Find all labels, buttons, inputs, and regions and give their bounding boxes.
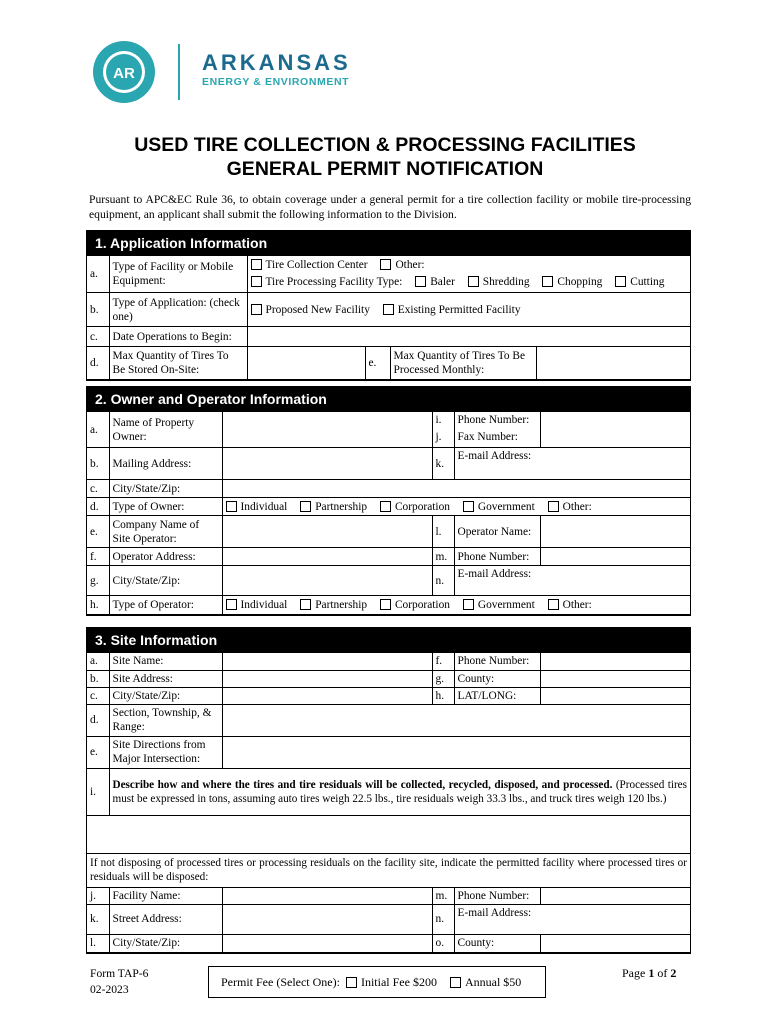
- option-label: Individual: [240, 599, 288, 611]
- item-letter: m.: [432, 548, 454, 566]
- item-letter: o.: [432, 934, 454, 952]
- item-letter: n.: [432, 566, 454, 596]
- site-address-input[interactable]: [222, 670, 432, 687]
- field-label: Site Directions from Major Intersection:: [109, 736, 222, 768]
- item-letter: m.: [432, 887, 454, 904]
- field-label: LAT/LONG:: [454, 687, 540, 704]
- checkbox-shredding[interactable]: [468, 276, 479, 287]
- option-label: Proposed New Facility: [265, 303, 370, 316]
- field-label: City/State/Zip:: [109, 480, 222, 498]
- site-county-input[interactable]: [540, 670, 690, 687]
- facility-county-input[interactable]: [540, 934, 690, 952]
- checkbox-owner-individual[interactable]: [226, 501, 237, 512]
- field-label: Mailing Address:: [109, 448, 222, 480]
- header-divider: [178, 44, 180, 100]
- section-township-range-input[interactable]: [222, 704, 690, 736]
- checkbox-operator-other[interactable]: [548, 599, 559, 610]
- option-label: Other:: [562, 500, 592, 513]
- agency-header: [92, 40, 392, 104]
- owner-phone-fax-input[interactable]: [540, 412, 690, 448]
- operator-phone-input[interactable]: [540, 548, 690, 566]
- option-label: Partnership: [315, 500, 368, 513]
- fee-label: Permit Fee (Select One):: [221, 975, 340, 989]
- checkbox-initial-fee[interactable]: [346, 977, 357, 988]
- fee-initial-label: Initial Fee $200: [360, 975, 437, 989]
- item-letter: i.: [435, 414, 442, 426]
- field-label: Phone Number:: [454, 653, 540, 670]
- field-label: Phone Number:: [457, 414, 530, 426]
- field-label: E-mail Address:: [454, 904, 690, 934]
- item-letter: e.: [87, 736, 109, 768]
- field-label: Site Name:: [109, 653, 222, 670]
- item-letter: c.: [87, 327, 109, 347]
- site-phone-input[interactable]: [540, 653, 690, 670]
- form-id-block: [90, 966, 148, 998]
- item-letter: k.: [432, 448, 454, 480]
- item-letter: k.: [87, 904, 109, 934]
- checkbox-owner-other[interactable]: [548, 501, 559, 512]
- item-letter: h.: [432, 687, 454, 704]
- form-id: Form TAP-6: [90, 967, 149, 980]
- item-letter: i.: [87, 768, 109, 815]
- item-letter: b.: [87, 293, 109, 327]
- option-label: Chopping: [557, 276, 603, 288]
- field-label: Operator Name:: [454, 516, 540, 548]
- checkbox-operator-government[interactable]: [463, 599, 474, 610]
- checkbox-operator-individual[interactable]: [226, 599, 237, 610]
- option-label: Partnership: [315, 599, 368, 611]
- site-latlong-input[interactable]: [540, 687, 690, 704]
- operator-address-input[interactable]: [222, 548, 432, 566]
- checkbox-chopping[interactable]: [542, 276, 553, 287]
- option-label: Tire Processing Facility Type:: [265, 276, 403, 288]
- form-date: 02-2023: [90, 983, 129, 996]
- property-owner-input[interactable]: [222, 412, 432, 448]
- site-name-input[interactable]: [222, 653, 432, 670]
- option-label: Other:: [562, 599, 592, 611]
- item-letter: f.: [432, 653, 454, 670]
- checkbox-owner-corporation[interactable]: [380, 501, 391, 512]
- section-owner-operator: [86, 386, 691, 616]
- option-label: Cutting: [630, 276, 665, 288]
- checkbox-tire-processing[interactable]: [251, 276, 262, 287]
- field-label: City/State/Zip:: [109, 566, 222, 596]
- page-total: 2: [670, 966, 677, 980]
- agency-name: ARKANSAS: [202, 50, 351, 75]
- field-label: Site Address:: [109, 670, 222, 687]
- item-letter: e.: [87, 516, 109, 548]
- field-label: Street Address:: [109, 904, 222, 934]
- option-label: Other:: [395, 259, 425, 271]
- checkbox-existing-permitted[interactable]: [383, 304, 394, 315]
- operator-city-state-zip-input[interactable]: [222, 566, 432, 596]
- site-operator-company-input[interactable]: [222, 516, 432, 548]
- field-label: County:: [454, 670, 540, 687]
- section-site-info: [86, 627, 691, 954]
- field-label: City/State/Zip:: [109, 934, 222, 952]
- field-label: Name of Property Owner:: [109, 412, 222, 448]
- fee-annual-label: Annual $50: [464, 975, 522, 989]
- item-letter: b.: [87, 448, 109, 480]
- checkbox-operator-partnership[interactable]: [300, 599, 311, 610]
- permit-fee-box: [208, 966, 546, 998]
- owner-city-state-zip-input[interactable]: [222, 480, 690, 498]
- form-title-line1: USED TIRE COLLECTION & PROCESSING FACILITIES: [134, 134, 636, 156]
- site-city-state-zip-input[interactable]: [222, 687, 432, 704]
- field-label: Max Quantity of Tires To Be Stored On-Site:: [109, 347, 247, 380]
- facility-street-input[interactable]: [222, 904, 432, 934]
- form-title-line2: GENERAL PERMIT NOTIFICATION: [226, 158, 544, 180]
- item-letter: a.: [87, 256, 109, 293]
- field-label: City/State/Zip:: [109, 687, 222, 704]
- field-label: Max Quantity of Tires To Be Processed Monthly:: [390, 347, 536, 380]
- option-label: Shredding: [482, 276, 530, 288]
- operator-name-input[interactable]: [540, 516, 690, 548]
- item-letter: e.: [365, 347, 390, 380]
- checkbox-annual-fee[interactable]: [450, 977, 461, 988]
- field-label: Company Name of Site Operator:: [109, 516, 222, 548]
- field-label: Section, Township, & Range:: [109, 704, 222, 736]
- facility-name-input[interactable]: [222, 887, 432, 904]
- item-letter: g.: [87, 566, 109, 596]
- max-stored-input[interactable]: [247, 347, 365, 380]
- weight-note: (Processed tires must be expressed in tons, assuming auto tires weigh 22.5 lbs., tire residuals weigh 33.3 lbs., and truck tires weigh 120 lbs.): [112, 778, 688, 805]
- intro-text: Pursuant to APC&EC Rule 36, to obtain coverage under a general permit for a tire collection facility or mobile tire-processing equipment, an applicant shall submit the following information to the Division.: [89, 193, 691, 221]
- section-heading: 1. Application Information: [87, 231, 690, 256]
- item-letter: h.: [87, 596, 109, 615]
- item-letter: b.: [87, 670, 109, 687]
- agency-subtitle: ENERGY & ENVIRONMENT: [202, 76, 350, 88]
- option-label: Individual: [240, 500, 288, 513]
- field-label: Phone Number:: [454, 887, 540, 904]
- field-label: Phone Number:: [454, 548, 540, 566]
- mailing-address-input[interactable]: [222, 448, 432, 480]
- item-letter: g.: [432, 670, 454, 687]
- option-label: Corporation: [394, 500, 450, 513]
- option-label: Government: [477, 599, 535, 611]
- item-letter: a.: [87, 412, 109, 448]
- option-label: Tire Collection Center: [265, 259, 368, 271]
- section-application-info: [86, 230, 691, 381]
- option-label: Government: [477, 500, 535, 513]
- checkbox-other[interactable]: [380, 259, 391, 270]
- field-label: Type of Facility or Mobile Equipment:: [109, 256, 247, 293]
- item-letter: j.: [87, 887, 109, 904]
- field-label: County:: [454, 934, 540, 952]
- checkbox-cutting[interactable]: [615, 276, 626, 287]
- field-label: Type of Operator:: [109, 596, 222, 615]
- option-label: Existing Permitted Facility: [397, 303, 521, 316]
- disposal-note: If not disposing of processed tires or processing residuals on the facility site, indicate the permitted facility where processed tires or residuals will be disposed:: [87, 853, 690, 887]
- field-label: Facility Name:: [109, 887, 222, 904]
- item-letter: d.: [87, 704, 109, 736]
- item-letter: j.: [435, 431, 442, 443]
- checkbox-proposed-new[interactable]: [251, 304, 262, 315]
- item-letter: l.: [87, 934, 109, 952]
- checkbox-owner-government[interactable]: [463, 501, 474, 512]
- site-directions-input[interactable]: [222, 736, 690, 768]
- checkbox-operator-corporation[interactable]: [380, 599, 391, 610]
- checkbox-owner-partnership[interactable]: [300, 501, 311, 512]
- date-operations-input[interactable]: [247, 327, 690, 347]
- page-of: of: [657, 966, 668, 980]
- field-label: Fax Number:: [457, 431, 518, 443]
- page-number: [622, 966, 676, 981]
- item-letter: c.: [87, 480, 109, 498]
- option-label: Corporation: [394, 599, 450, 611]
- item-letter: d.: [87, 498, 109, 516]
- section-heading: 2. Owner and Operator Information: [87, 387, 690, 412]
- facility-phone-input[interactable]: [540, 887, 690, 904]
- field-label: Operator Address:: [109, 548, 222, 566]
- option-label: Baler: [430, 276, 455, 288]
- svg-text:AR: AR: [113, 65, 135, 82]
- field-label: Type of Application: (check one): [109, 293, 247, 327]
- page-current: 1: [648, 966, 655, 980]
- facility-city-state-zip-input[interactable]: [222, 934, 432, 952]
- item-letter: f.: [87, 548, 109, 566]
- page-prefix: Page: [622, 966, 646, 980]
- item-letter: l.: [432, 516, 454, 548]
- field-label: Type of Owner:: [109, 498, 222, 516]
- agency-seal-icon: [92, 40, 156, 104]
- field-label: Date Operations to Begin:: [109, 327, 247, 347]
- field-label: E-mail Address:: [454, 566, 690, 596]
- checkbox-tire-collection[interactable]: [251, 259, 262, 270]
- field-label: E-mail Address:: [454, 448, 690, 480]
- item-letter: c.: [87, 687, 109, 704]
- checkbox-baler[interactable]: [415, 276, 426, 287]
- item-letter: d.: [87, 347, 109, 380]
- item-letter: a.: [87, 653, 109, 670]
- max-processed-input[interactable]: [536, 347, 690, 380]
- description-input[interactable]: [87, 815, 690, 853]
- item-letter: n.: [432, 904, 454, 934]
- describe-instruction: Describe how and where the tires and tire residuals will be collected, recycled, disposed, and processed.: [112, 778, 613, 791]
- section-heading: 3. Site Information: [87, 628, 690, 653]
